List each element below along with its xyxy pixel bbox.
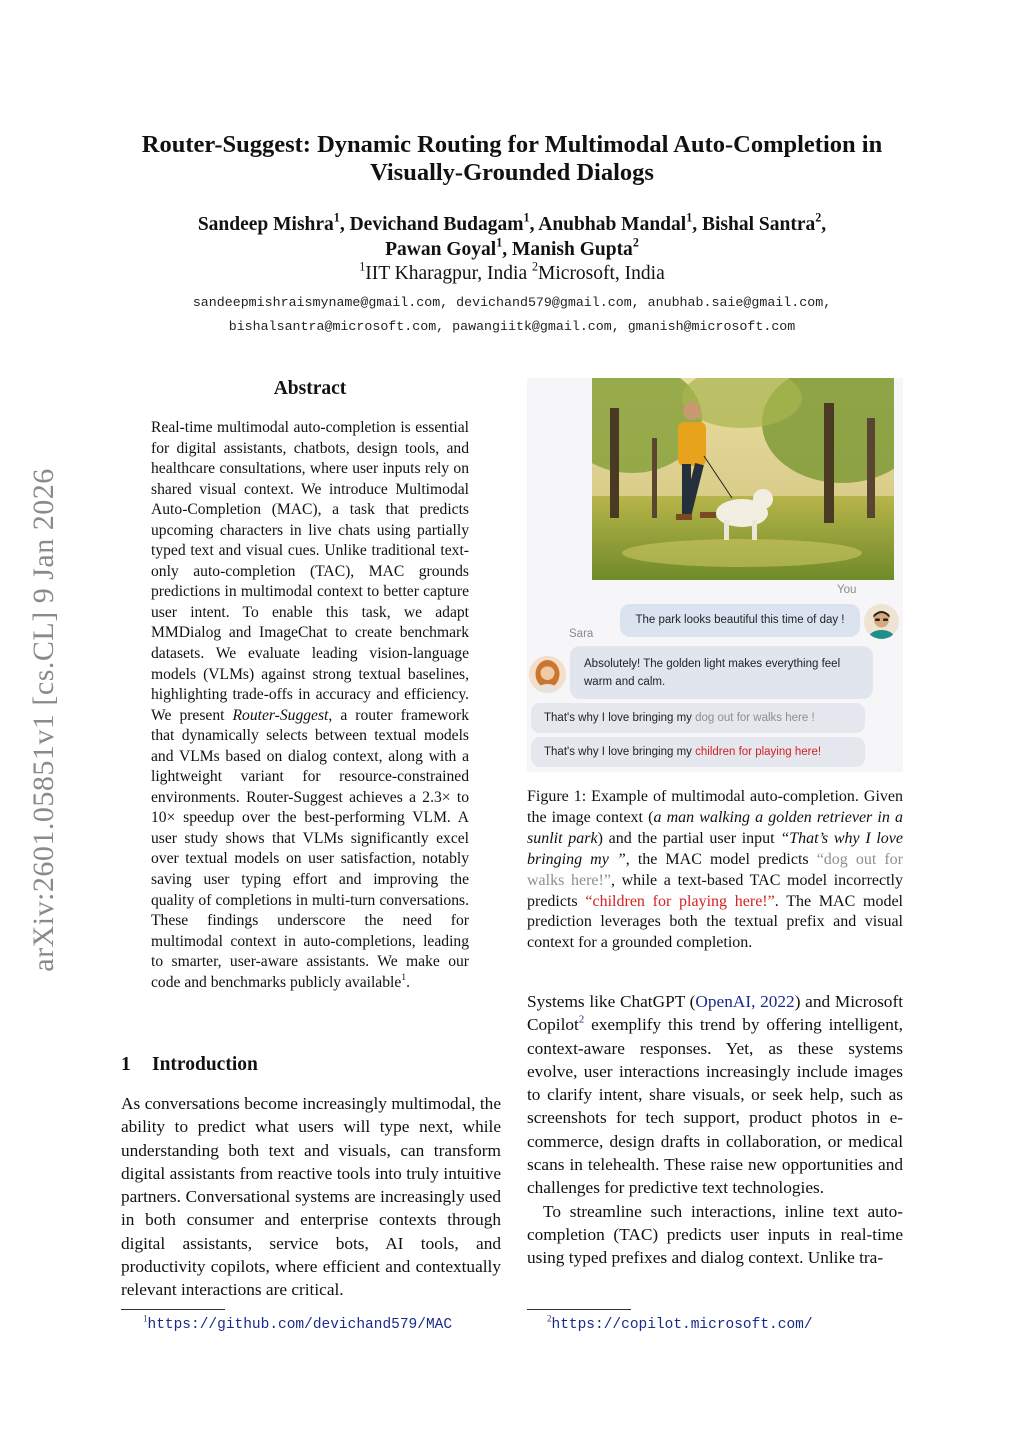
avatar	[864, 604, 899, 639]
paper-title	[100, 131, 924, 187]
footnote-mark: 2	[547, 1313, 552, 1324]
arxiv-identifier	[14, 430, 74, 1010]
footnote-link[interactable]: https://copilot.microsoft.com/	[551, 1317, 813, 1333]
tac-completion: children for playing here!	[695, 746, 822, 758]
park-dog-walk-photo	[592, 378, 894, 580]
paragraph	[527, 990, 903, 1200]
author-line-1	[100, 212, 924, 237]
citation-link[interactable]: OpenAI, 2022	[695, 992, 795, 1011]
author-affiliation-mark: 1	[686, 210, 693, 225]
abstract-heading: Abstract	[273, 378, 347, 399]
caption-text: ) and the partial user input	[597, 829, 781, 847]
affiliation-mark: 2	[531, 259, 539, 274]
author-affiliation-mark: 1	[333, 210, 340, 225]
footnote-link[interactable]: https://github.com/devichand579/MAC	[147, 1317, 453, 1333]
author-separator: ,	[339, 214, 350, 235]
caption-tac-prediction: “children for playing here!”	[585, 892, 775, 910]
mac-completion: dog out for walks here !	[695, 712, 815, 724]
paragraph-text: Systems like ChatGPT (	[527, 992, 696, 1011]
right-column-body	[527, 990, 903, 1270]
section-number: 1	[121, 1054, 131, 1075]
author-name: Anubhab Mandal	[538, 214, 687, 235]
avatar	[529, 656, 566, 693]
affiliations	[100, 259, 924, 286]
author-name: Devichand Budagam	[349, 214, 524, 235]
paragraph-text: ) and Microsoft Copilot	[527, 992, 904, 1035]
title-line-1: Router-Suggest: Dynamic Routing for Multimodal Auto-Completion in	[141, 131, 883, 158]
affiliation-name: Microsoft, India	[538, 263, 665, 284]
caption-text: Figure 1: Example of multimodal auto-completion. Given the image context (	[527, 788, 903, 826]
author-list	[100, 212, 924, 262]
message-bubble-you: The park looks beautiful this time of day !	[620, 604, 860, 637]
caption-partial-input: “That’s why I love bringing my ”	[527, 829, 904, 868]
abstract-text: , a router framework that dynamically selects between textual models and VLMs based on dialog context, along with a lightweight variant for resource-constrained environments. Router-Suggest achieves a 2.3× to 10× speedup over the best-performing VLM. A user study shows that VLMs significantly excel over textual models on user satisfaction, notably saving user typing effort and improving the quality of completions in multi-turn conversations. These findings underscore the need for multimodal context in auto-completions, leading to smarter, user-aware assistants. We make our code and benchmarks publicly available	[151, 706, 469, 991]
abstract-text: Real-time multimodal auto-completion is essential for digital assistants, chatbots, design tools, and healthcare consultations, where user inputs rely on shared visual context. We introduce Multimodal Auto-Completion (MAC), a task that predicts upcoming characters in live chats using partially typed text and visual cues. Unlike traditional text-only auto-completion (TAC), MAC grounds predictions in multimodal context to better capture user intent. To enable this task, we adapt MMDialog and ImageChat to create benchmark datasets. We evaluate leading vision-language models (VLMs) against strong textual baselines, highlighting trade-offs in accuracy and efficiency. We present	[151, 419, 469, 724]
caption-text: , the MAC model predicts	[625, 850, 817, 868]
author-name: Manish Gupta	[511, 239, 633, 260]
mac-suggestion-row	[531, 703, 865, 733]
caption-text: . The MAC model prediction leverages both the textual prefix and visual context for a grounded completion.	[527, 892, 903, 952]
caption-text: , while a text-based TAC model incorrectly predicts	[527, 871, 903, 910]
section-heading-introduction	[121, 1054, 258, 1076]
footnote-1	[143, 1313, 453, 1333]
abstract-body	[151, 418, 469, 993]
emails-line-1: sandeepmishraismyname@gmail.com, devichand579@gmail.com, anubhab.saie@gmail.com,	[192, 295, 832, 310]
author-separator: ,	[821, 214, 827, 235]
author-name: Bishal Santra	[702, 214, 816, 235]
author-separator: ,	[692, 214, 702, 235]
abstract-system-name: Router-Suggest	[232, 706, 329, 724]
author-name: Pawan Goyal	[385, 239, 497, 260]
footnote-mark: 1	[143, 1313, 148, 1324]
affiliation-name: IIT Kharagpur, India	[365, 263, 532, 284]
message-bubble-sara: Absolutely! The golden light makes everything feel warm and calm.	[570, 646, 873, 699]
author-line-2	[100, 237, 924, 262]
author-name: Sandeep Mishra	[197, 214, 334, 235]
author-separator: ,	[529, 214, 539, 235]
sender-label-sara: Sara	[569, 628, 594, 640]
tac-suggestion-row	[531, 737, 865, 767]
author-affiliation-mark: 1	[496, 235, 503, 250]
author-affiliation-mark: 1	[523, 210, 530, 225]
author-separator: ,	[502, 239, 512, 260]
introduction-body: As conversations become increasingly multimodal, the ability to predict what users will type next, while understanding both text and visuals, can transform digital assistants from reactive tools into truly intuitive partners. Conversational systems are increasingly used in both consumer and enterprise contexts through digital assistants, service bots, AI tools, and productivity copilots, where efficient and contextually relevant interactions are critical.	[121, 1094, 501, 1300]
affiliation-mark: 1	[359, 259, 366, 274]
typed-prefix: That's why I love bringing my	[544, 746, 696, 758]
sender-label-you: You	[837, 584, 857, 596]
paragraph-text: exemplify this trend by offering intelligent, context-aware responses. Yet, as these systems evolve, user interactions increasingly include images to clarify intent, share visuals, or seek help, such as screenshots for tech support, product photos in e-commerce, design drafts in collaboration, or medical scans in telehealth. These raise new opportunities and challenges for predictive text technologies.	[527, 1015, 903, 1198]
emails-line-2: bishalsantra@microsoft.com, pawangiitk@gmail.com, gmanish@microsoft.com	[228, 319, 796, 334]
footnote-rule	[121, 1309, 225, 1310]
title-line-2: Visually-Grounded Dialogs	[370, 159, 654, 186]
caption-mac-prediction: “dog out for walks here!”	[527, 850, 904, 889]
footnote-rule	[527, 1309, 631, 1310]
author-affiliation-mark: 2	[815, 210, 822, 225]
man-avatar-icon	[864, 604, 899, 639]
author-emails	[80, 291, 944, 339]
section-title: Introduction	[152, 1054, 258, 1075]
woman-avatar-icon	[529, 656, 566, 693]
footnote-2	[547, 1313, 813, 1333]
paragraph: To streamline such interactions, inline text auto-completion (TAC) predicts user inputs in real-time using typed prefixes and dialog context. Unlike tra-	[527, 1201, 903, 1268]
typed-prefix: That's why I love bringing my	[544, 712, 696, 724]
figure-caption	[527, 787, 903, 954]
arxiv-identifier-text: arXiv:2601.05851v1 [cs.CL] 9 Jan 2026	[27, 468, 60, 972]
footnote-ref[interactable]: 1	[401, 972, 407, 983]
figure-1	[527, 378, 903, 772]
footnote-ref[interactable]: 2	[578, 1013, 585, 1026]
abstract-text: .	[406, 973, 411, 991]
author-affiliation-mark: 2	[632, 235, 639, 250]
caption-image-description: a man walking a golden retriever in a sunlit park	[527, 808, 904, 847]
